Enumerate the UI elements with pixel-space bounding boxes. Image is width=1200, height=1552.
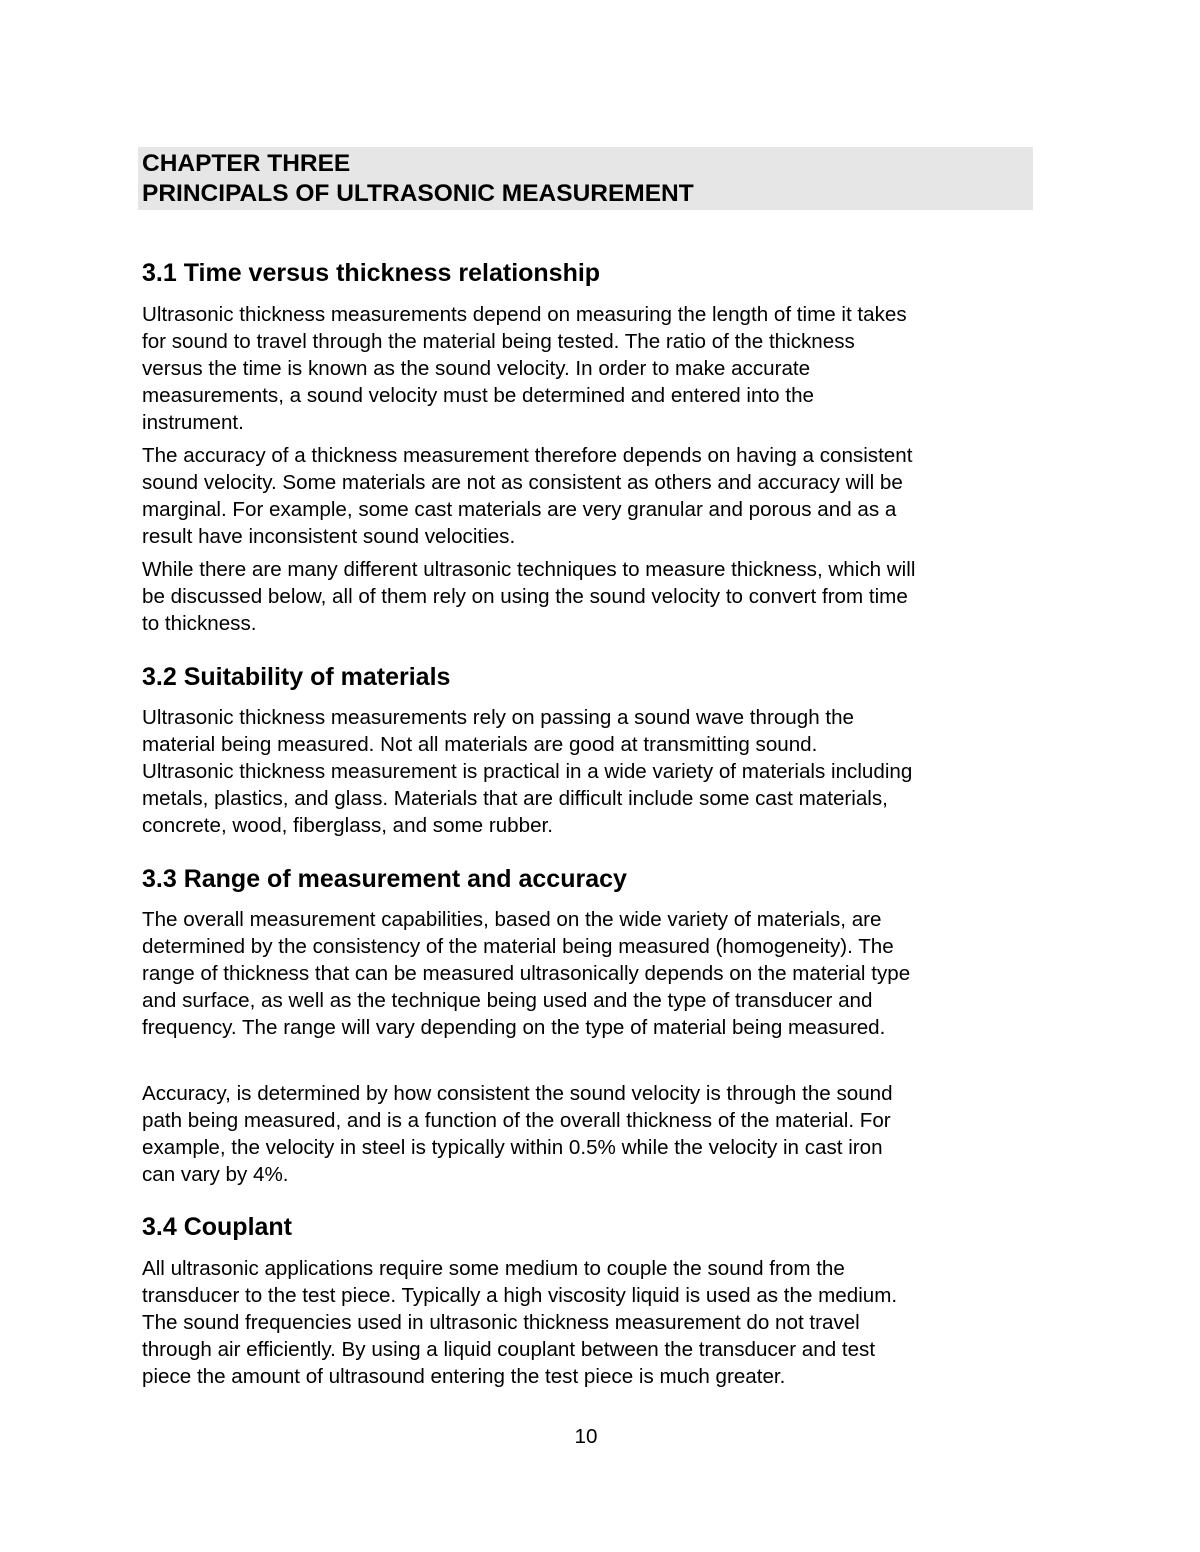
- text-line: example, the velocity in steel is typically within 0.5% while the velocity in cast iron: [142, 1136, 883, 1159]
- section-heading-3-4: 3.4 Couplant: [142, 1213, 293, 1241]
- text-line: metals, plastics, and glass. Materials that are difficult include some cast materials,: [142, 787, 888, 810]
- text-line: material being measured. Not all materials are good at transmitting sound.: [142, 733, 818, 756]
- text-line: for sound to travel through the material being tested. The ratio of the thickness: [142, 330, 855, 353]
- text-line: Ultrasonic thickness measurements rely on passing a sound wave through the: [142, 706, 855, 729]
- text-line: Accuracy, is determined by how consistent the sound velocity is through the sound: [142, 1082, 893, 1105]
- text-line: be discussed below, all of them rely on using the sound velocity to convert from time: [142, 585, 908, 608]
- section-3-1-paragraph-2: [142, 442, 912, 550]
- section-3-3-paragraph-1: [142, 906, 910, 1041]
- text-line: All ultrasonic applications require some medium to couple the sound from the: [142, 1257, 845, 1280]
- section-heading-3-2: 3.2 Suitability of materials: [142, 663, 451, 691]
- chapter-title: PRINCIPALS OF ULTRASONIC MEASUREMENT: [142, 180, 694, 207]
- text-line: frequency. The range will vary depending on the type of material being measured.: [142, 1016, 886, 1039]
- text-line: measurements, a sound velocity must be determined and entered into the: [142, 384, 814, 407]
- text-line: marginal. For example, some cast materials are very granular and porous and as a: [142, 498, 897, 521]
- text-line: instrument.: [142, 411, 244, 434]
- text-line: The accuracy of a thickness measurement therefore depends on having a consistent: [142, 444, 913, 467]
- text-line: path being measured, and is a function of the overall thickness of the material. For: [142, 1109, 891, 1132]
- text-line: determined by the consistency of the material being measured (homogeneity). The: [142, 935, 894, 958]
- section-3-4-paragraph-1: [142, 1255, 897, 1390]
- text-line: to thickness.: [142, 612, 257, 635]
- text-line: piece the amount of ultrasound entering the test piece is much greater.: [142, 1365, 786, 1388]
- text-line: can vary by 4%.: [142, 1163, 289, 1186]
- text-line: and surface, as well as the technique being used and the type of transducer and: [142, 989, 873, 1012]
- text-line: versus the time is known as the sound velocity. In order to make accurate: [142, 357, 811, 380]
- text-line: transducer to the test piece. Typically a high viscosity liquid is used as the medium.: [142, 1284, 898, 1307]
- section-heading-3-1: 3.1 Time versus thickness relationship: [142, 259, 601, 287]
- section-heading-3-3: 3.3 Range of measurement and accuracy: [142, 865, 627, 893]
- section-3-1-paragraph-1: [142, 301, 907, 436]
- section-3-2-paragraph-1: [142, 704, 912, 839]
- text-line: through air efficiently. By using a liquid couplant between the transducer and test: [142, 1338, 876, 1361]
- text-line: Ultrasonic thickness measurements depend on measuring the length of time it takes: [142, 303, 907, 326]
- text-line: sound velocity. Some materials are not as consistent as others and accuracy will be: [142, 471, 903, 494]
- text-line: range of thickness that can be measured ultrasonically depends on the material type: [142, 962, 911, 985]
- text-line: While there are many different ultrasonic techniques to measure thickness, which will: [142, 558, 916, 581]
- section-3-3-paragraph-2: [142, 1080, 893, 1188]
- page-number: 10: [574, 1425, 598, 1448]
- text-line: concrete, wood, fiberglass, and some rubber.: [142, 814, 553, 837]
- text-line: result have inconsistent sound velocities.: [142, 525, 516, 548]
- section-3-1-paragraph-3: [142, 556, 915, 637]
- text-line: Ultrasonic thickness measurement is practical in a wide variety of materials including: [142, 760, 913, 783]
- text-line: The sound frequencies used in ultrasonic thickness measurement do not travel: [142, 1311, 860, 1334]
- text-line: The overall measurement capabilities, based on the wide variety of materials, are: [142, 908, 882, 931]
- chapter-number: CHAPTER THREE: [142, 150, 351, 177]
